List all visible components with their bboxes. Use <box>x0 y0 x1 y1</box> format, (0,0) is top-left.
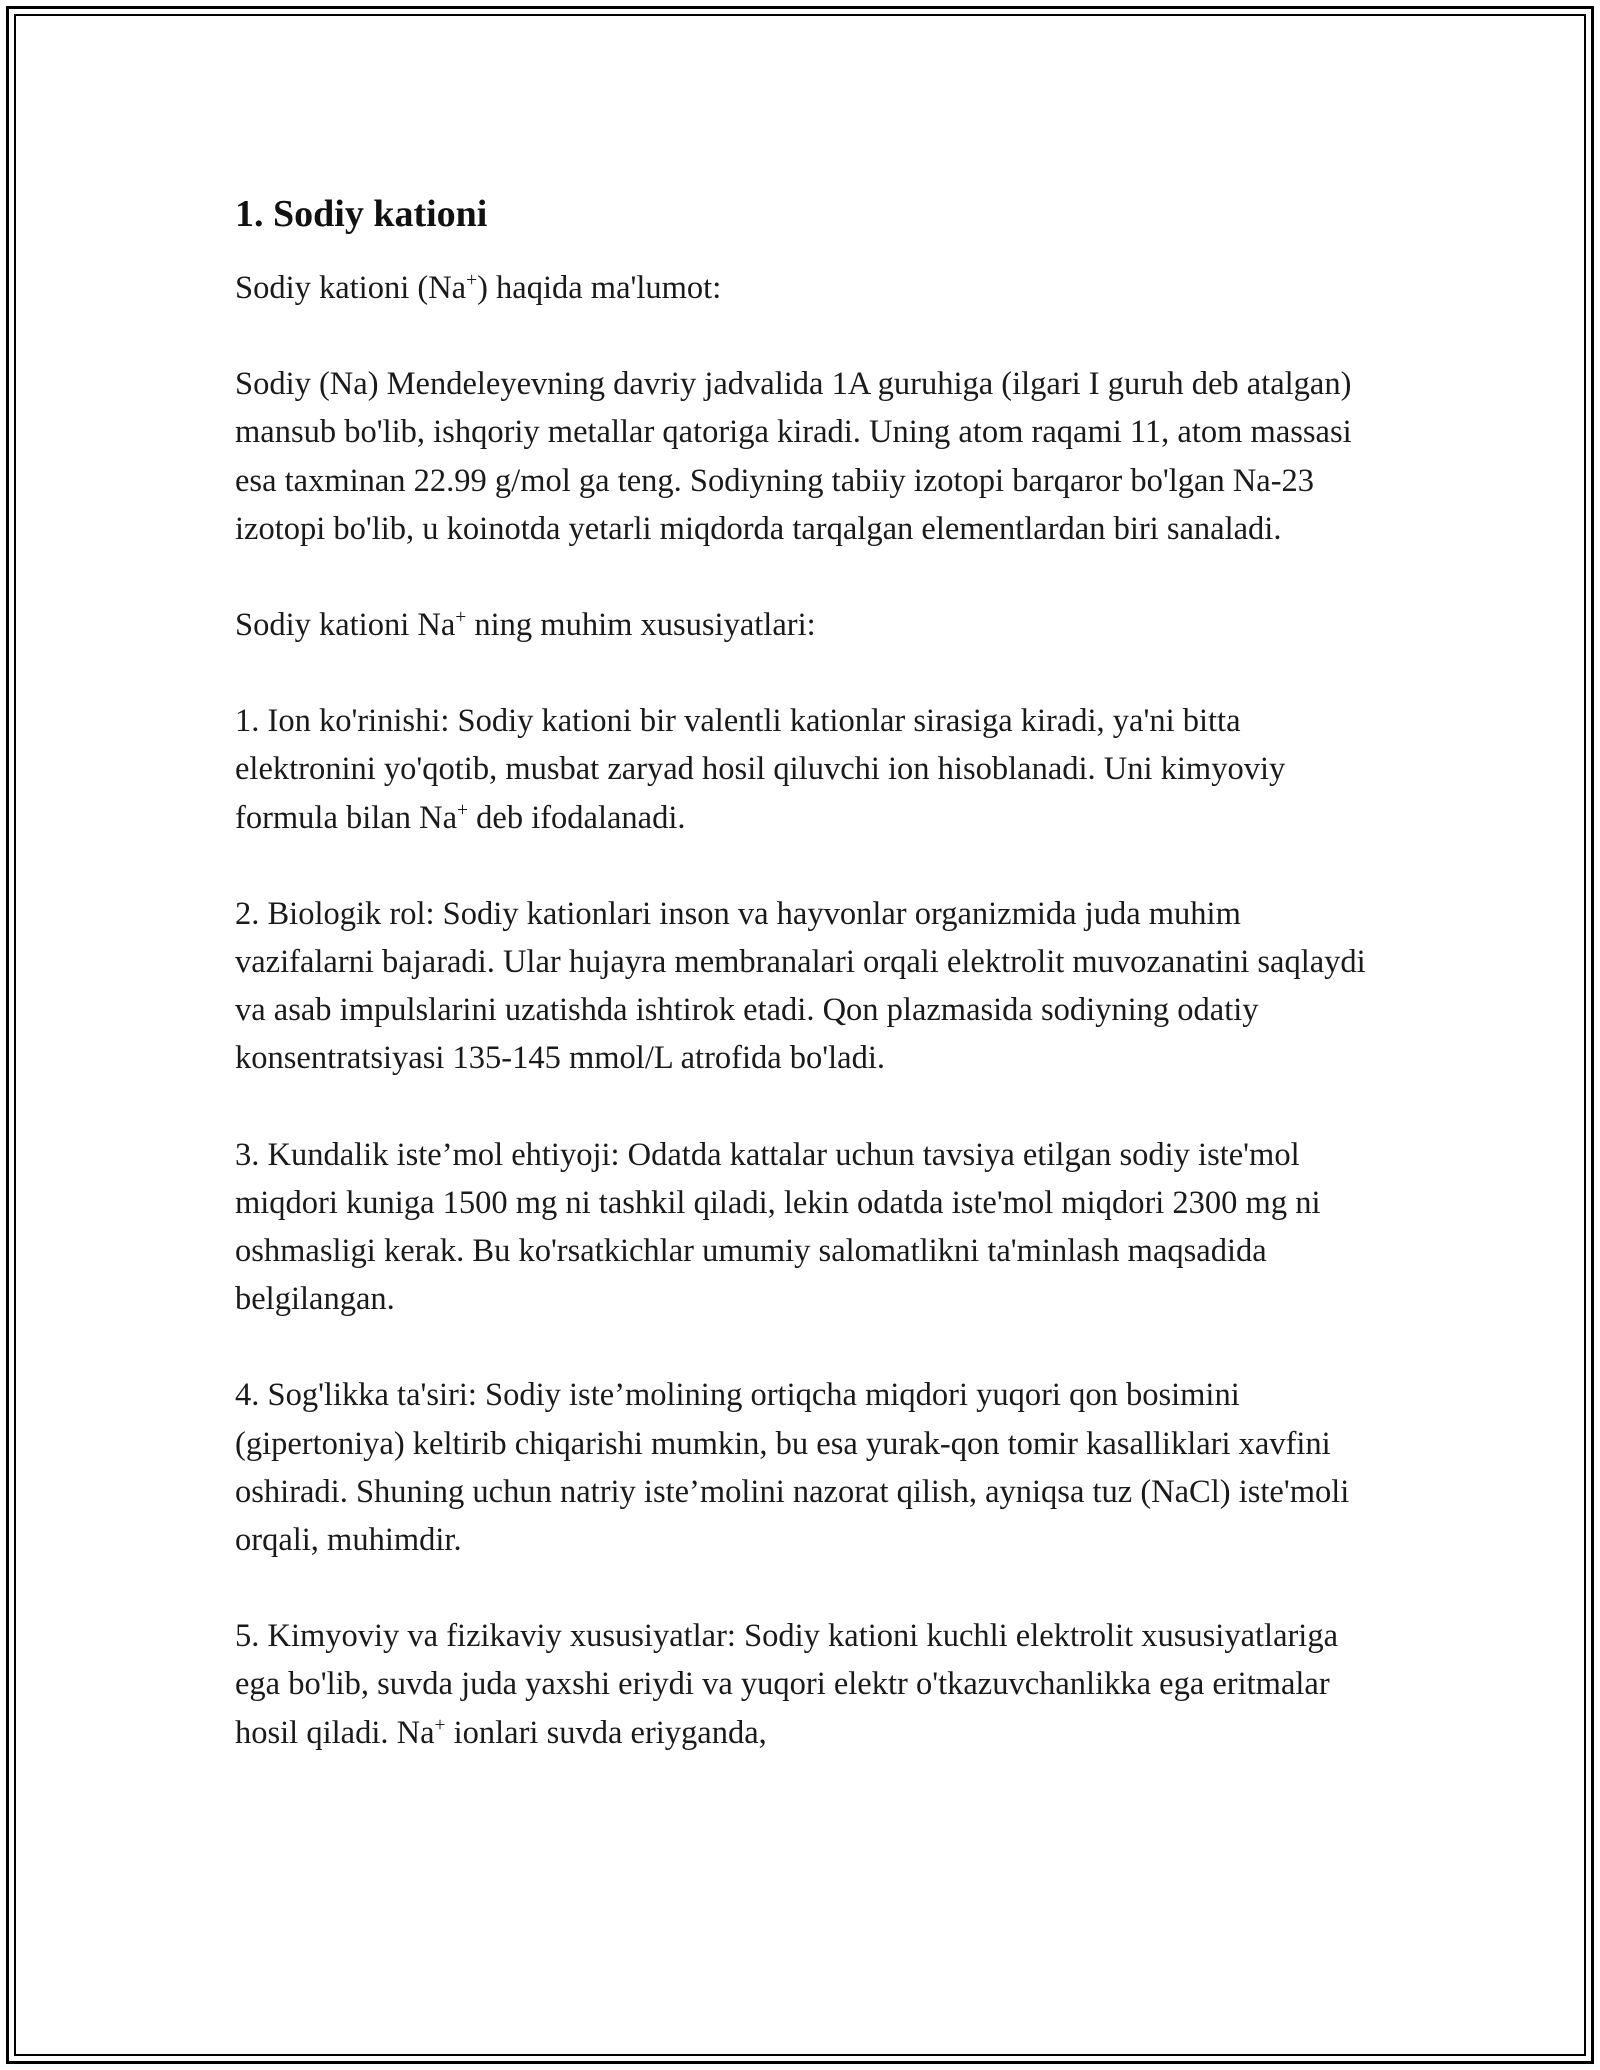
charge-superscript: + <box>455 607 467 629</box>
charge-superscript: + <box>457 799 469 821</box>
charge-superscript: + <box>466 270 478 292</box>
paragraph-text: 1. Ion ko'rinishi: Sodiy kationi bir valentli kationlar sirasiga kiradi, ya'ni bitta elektronini yo'qotib, musbat zaryad hosil qiluvchi ion hisoblanadi. Uni kimyoviy formula bilan Na <box>235 703 1286 836</box>
paragraph-text: 5. Kimyoviy va fizikaviy xususiyatlar: Sodiy kationi kuchli elektrolit xususiyatlariga ega bo'lib, suvda juda yaxshi eriydi va yuqori elektr o'tkazuvchanlikka ega eritmalar hosil qiladi. Na <box>235 1618 1339 1751</box>
paragraph-item-3 <box>235 1131 1375 1324</box>
paragraph-item-1 <box>235 697 1375 842</box>
paragraph-text: 2. Biologik rol: Sodiy kationlari inson va hayvonlar organizmida juda muhim vazifalarni bajaradi. Ular hujayra membranalari orqali elektrolit muvozanatini saqlaydi va asab impulslarini uzatishda ishtirok etadi. Qon plazmasida sodiyning odatiy konsentratsiyasi 135-145 mmol/L atrofida bo'ladi. <box>235 895 1366 1077</box>
paragraph-list <box>235 264 1375 1757</box>
paragraph-text: ionlari suvda eriyganda, <box>445 1714 767 1751</box>
paragraph-text: Sodiy kationi (Na <box>235 270 467 306</box>
paragraph-text: deb ifodalanadi. <box>468 799 686 836</box>
charge-superscript: + <box>434 1714 446 1736</box>
paragraph-item-4 <box>235 1371 1375 1564</box>
paragraph-text: 4. Sog'likka ta'siri: Sodiy iste’molining ortiqcha miqdori yuqori qon bosimini (gipertoniya) keltirib chiqarishi mumkin, bu esa yurak-qon tomir kasalliklari xavfini oshiradi. Shuning uchun natriy iste’molini nazorat qilish, ayniqsa tuz (NaCl) iste'moli orqali, muhimdir. <box>235 1377 1350 1559</box>
paragraph-properties-intro <box>235 601 1375 649</box>
paragraph-item-5 <box>235 1612 1375 1757</box>
paragraph-text: ning muhim xususiyatlari: <box>466 607 816 644</box>
paragraph-general <box>235 360 1375 553</box>
document-body <box>235 188 1375 1805</box>
paragraph-text: ) haqida ma'lumot: <box>477 270 722 306</box>
paragraph-text: 3. Kundalik iste’mol ehtiyoji: Odatda kattalar uchun tavsiya etilgan sodiy iste'mol miqdori kuniga 1500 mg ni tashkil qiladi, lekin odatda iste'mol miqdori 2300 mg ni oshmasligi kerak. Bu ko'rsatkichlar umumiy salomatlikni ta'minlash maqsadida belgilangan. <box>235 1136 1321 1318</box>
paragraph-intro <box>235 264 1375 312</box>
paragraph-item-2 <box>235 890 1375 1083</box>
section-heading: 1. Sodiy kationi <box>235 193 488 235</box>
paragraph-text: Sodiy (Na) Mendeleyevning davriy jadvalida 1A guruhiga (ilgari I guruh deb atalgan) mansub bo'lib, ishqoriy metallar qatoriga kiradi. Uning atom raqami 11, atom massasi esa taxminan 22.99 g/mol ga teng. Sodiyning tabiiy izotopi barqaror bo'lgan Na-23 izotopi bo'lib, u koinotda yetarli miqdorda tarqalgan elementlardan biri sanaladi. <box>235 366 1352 547</box>
paragraph-text: Sodiy kationi Na <box>235 607 456 644</box>
